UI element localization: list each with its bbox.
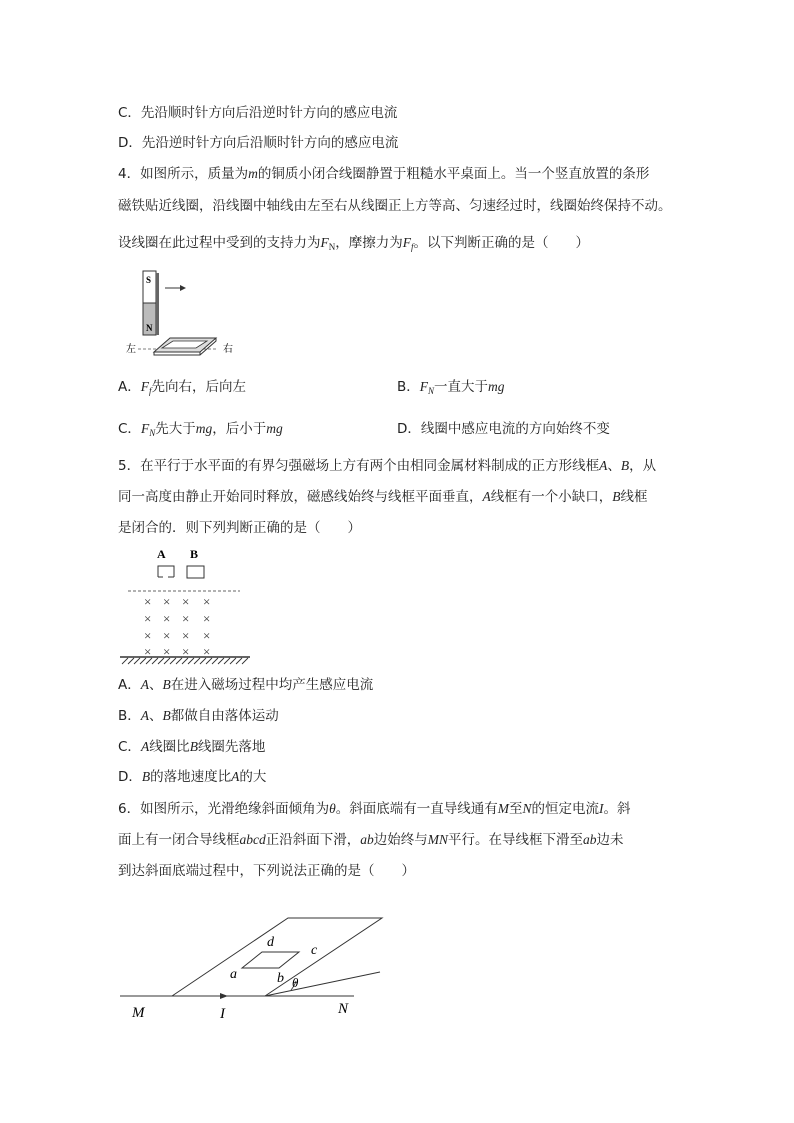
svg-text:×: × (203, 611, 211, 626)
svg-text:×: × (144, 644, 152, 659)
label-a: a (230, 967, 237, 982)
q5-stem-line1: 5．在平行于水平面的有界匀强磁场上方有两个由相同金属材料制成的正方形线框A、B，从 (118, 458, 657, 474)
q4-option-a: A．$F_f$先向右，后向左 (118, 379, 247, 396)
label-b: b (277, 971, 284, 986)
svg-text:×: × (144, 594, 152, 609)
field-crosses (144, 594, 210, 659)
label-c: c (311, 943, 318, 958)
q6-stem-line3: 到达斜面底端过程中，下列说法正确的是（ ） (118, 863, 415, 879)
q4-option-c: C．$F_N$先大于mg，后小于mg (118, 421, 283, 438)
coil (154, 338, 216, 355)
frame-b-closed (187, 566, 204, 578)
magnet-n-label: N (146, 323, 153, 333)
q4-stem-line2: 磁铁贴近线圈，沿线圈中轴线由左至右从线圈正上方等高、匀速经过时，线圈始终保持不动。 (118, 198, 672, 214)
q5-stem-line3: 是闭合的．则下列判断正确的是（ ） (118, 520, 361, 536)
q4-stem-line1: 4．如图所示，质量为m的铜质小闭合线圈静置于粗糙水平桌面上。当一个竖直放置的条形 (118, 166, 650, 182)
current-arrow (220, 993, 228, 999)
q6-incline-figure (120, 905, 395, 1025)
svg-text:×: × (163, 644, 171, 659)
svg-text:×: × (163, 594, 171, 609)
q5-option-d: D．B的落地速度比A的大 (118, 769, 267, 785)
q5-stem-line2: 同一高度由静止开始同时释放，磁感线始终与线框平面垂直，A线框有一个小缺口，B线框 (118, 489, 648, 505)
svg-text:×: × (182, 628, 190, 643)
svg-text:×: × (144, 611, 152, 626)
svg-text:×: × (182, 611, 190, 626)
bar-magnet (143, 271, 159, 335)
svg-text:×: × (144, 628, 152, 643)
left-label: 左 (126, 344, 136, 355)
label-d: d (267, 935, 274, 950)
frame-abcd (242, 952, 299, 968)
svg-text:×: × (163, 628, 171, 643)
svg-text:×: × (203, 594, 211, 609)
q5-option-c: C．A线圈比B线圈先落地 (118, 739, 266, 755)
q4-option-b: B．$F_N$一直大于mg (397, 379, 505, 396)
svg-text:×: × (203, 628, 211, 643)
q5-option-b: B．A、B都做自由落体运动 (118, 708, 279, 724)
svg-text:×: × (182, 644, 190, 659)
svg-text:×: × (182, 594, 190, 609)
motion-arrow (165, 285, 186, 291)
svg-text:×: × (203, 644, 211, 659)
q3-option-c: C．先沿顺时针方向后沿逆时针方向的感应电流 (118, 105, 398, 121)
q3-option-d: D．先沿逆时针方向后沿顺时针方向的感应电流 (118, 135, 399, 151)
magnet-s-label: S (146, 275, 152, 285)
q5-option-a: A．A、B在进入磁场过程中均产生感应电流 (118, 677, 374, 693)
q6-stem-line1: 6．如图所示，光滑绝缘斜面倾角为θ。斜面底端有一直导线通有M至N的恒定电流I。斜 (118, 801, 631, 817)
label-m: M (132, 1005, 145, 1021)
label-b: B (190, 547, 199, 561)
q5-magnetic-field-figure (118, 543, 253, 668)
q4-stem-line3: 设线圈在此过程中受到的支持力为$F_N$，摩擦力为$F_f$。以下判断正确的是（ ） (118, 235, 590, 252)
q4-option-d: D．线圈中感应电流的方向始终不变 (397, 421, 610, 437)
label-n: N (338, 1001, 349, 1017)
label-theta: θ (292, 975, 299, 990)
q4-magnet-coil-figure (120, 268, 250, 360)
label-a: A (157, 547, 166, 561)
q6-stem-line2: 面上有一闭合导线框abcd正沿斜面下滑，ab边始终与MN平行。在导线框下滑至ab边未 (118, 832, 624, 848)
svg-text:×: × (163, 611, 171, 626)
right-label: 右 (223, 344, 233, 355)
frame-a-with-gap (158, 566, 174, 577)
label-i: I (220, 1006, 225, 1022)
